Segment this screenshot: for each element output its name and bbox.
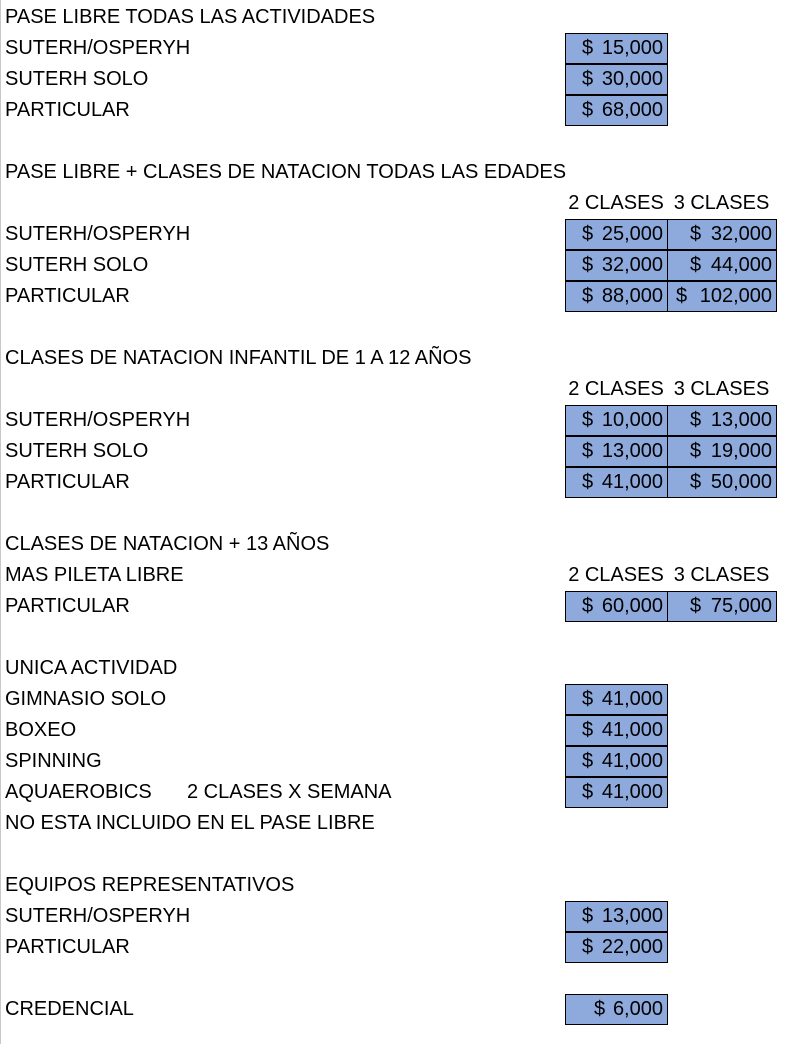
price-row	[0, 281, 792, 312]
price-row	[0, 33, 792, 64]
price-row	[0, 994, 792, 1025]
price-cell[interactable]	[565, 746, 668, 777]
row-label: CREDENCIAL	[5, 998, 134, 1020]
row-label: GIMNASIO SOLO	[5, 688, 167, 710]
currency-symbol: $	[582, 471, 594, 493]
price-amount: 30,000	[601, 68, 663, 90]
row-label: SUTERH SOLO	[5, 254, 149, 276]
price-amount: 41,000	[601, 719, 663, 741]
price-cell[interactable]	[667, 436, 777, 467]
currency-symbol: $	[582, 68, 594, 90]
row-label: PARTICULAR	[5, 595, 130, 617]
price-amount: 50,000	[710, 471, 772, 493]
price-row	[0, 715, 792, 746]
currency-symbol: $	[690, 471, 702, 493]
section-title: CLASES DE NATACION INFANTIL DE 1 A 12 AÑOS	[5, 347, 472, 369]
currency-symbol: $	[582, 688, 594, 710]
row-label: AQUAEROBICS	[5, 781, 152, 803]
column-header: 3 CLASES	[673, 378, 770, 400]
price-row	[0, 684, 792, 715]
price-cell[interactable]	[667, 591, 777, 622]
price-cell[interactable]	[565, 777, 668, 808]
currency-symbol: $	[582, 595, 594, 617]
row-label: SUTERH/OSPERYH	[5, 223, 191, 245]
column-header-row	[0, 188, 792, 219]
price-amount: 6,000	[612, 998, 663, 1020]
column-header: 3 CLASES	[673, 192, 770, 214]
price-row	[0, 777, 792, 808]
price-amount: 15,000	[601, 37, 663, 59]
price-row	[0, 219, 792, 250]
price-cell[interactable]	[565, 901, 668, 932]
row-label: BOXEO	[5, 719, 77, 741]
price-amount: 44,000	[710, 254, 772, 276]
section-title: CLASES DE NATACION + 13 AÑOS	[5, 533, 330, 555]
price-cell[interactable]	[565, 715, 668, 746]
price-amount: 32,000	[601, 254, 663, 276]
currency-symbol: $	[582, 223, 594, 245]
section-title: EQUIPOS REPRESENTATIVOS	[5, 874, 295, 896]
section-title: PASE LIBRE + CLASES DE NATACION TODAS LAS EDADES	[5, 161, 567, 183]
section-title-row	[0, 870, 792, 901]
row-label: SUTERH SOLO	[5, 440, 149, 462]
price-amount: 22,000	[601, 936, 663, 958]
column-header: 2 CLASES	[568, 564, 664, 586]
price-row	[0, 746, 792, 777]
footnote-row	[0, 808, 792, 839]
price-amount: 13,000	[710, 409, 772, 431]
section-title-row	[0, 343, 792, 374]
price-cell[interactable]	[667, 281, 777, 312]
currency-symbol: $	[582, 719, 594, 741]
section-title-row	[0, 157, 792, 188]
price-cell[interactable]	[667, 250, 777, 281]
column-header: 3 CLASES	[673, 564, 770, 586]
currency-symbol: $	[690, 595, 702, 617]
row-label: SUTERH/OSPERYH	[5, 409, 191, 431]
price-amount: 13,000	[601, 905, 663, 927]
currency-symbol: $	[582, 905, 594, 927]
price-row	[0, 436, 792, 467]
currency-symbol: $	[582, 285, 594, 307]
currency-symbol: $	[582, 409, 594, 431]
row-label: PARTICULAR	[5, 285, 130, 307]
row-label: SUTERH/OSPERYH	[5, 905, 191, 927]
currency-symbol: $	[690, 223, 702, 245]
price-amount: 32,000	[710, 223, 772, 245]
section-title-row	[0, 653, 792, 684]
price-row	[0, 64, 792, 95]
price-cell[interactable]	[565, 591, 668, 622]
section-subtitle: MAS PILETA LIBRE	[5, 564, 184, 586]
price-cell[interactable]	[565, 64, 668, 95]
price-amount: 41,000	[601, 471, 663, 493]
row-label: PARTICULAR	[5, 936, 130, 958]
column-header: 2 CLASES	[568, 192, 664, 214]
price-amount: 10,000	[601, 409, 663, 431]
price-amount: 41,000	[601, 750, 663, 772]
currency-symbol: $	[582, 440, 594, 462]
price-cell[interactable]	[565, 405, 668, 436]
currency-symbol: $	[582, 781, 594, 803]
column-header: 2 CLASES	[568, 378, 664, 400]
section-footnote: NO ESTA INCLUIDO EN EL PASE LIBRE	[5, 812, 375, 834]
price-row	[0, 250, 792, 281]
price-amount: 41,000	[601, 688, 663, 710]
price-amount: 41,000	[601, 781, 663, 803]
row-label: PARTICULAR	[5, 99, 130, 121]
price-amount: 88,000	[601, 285, 663, 307]
section-title-row	[0, 2, 792, 33]
price-cell[interactable]	[667, 219, 777, 250]
price-row	[0, 467, 792, 498]
currency-symbol: $	[594, 998, 606, 1020]
price-amount: 68,000	[601, 99, 663, 121]
price-row	[0, 901, 792, 932]
row-note: 2 CLASES X SEMANA	[187, 781, 392, 803]
price-cell[interactable]	[565, 994, 668, 1025]
currency-symbol: $	[582, 936, 594, 958]
price-amount: 25,000	[601, 223, 663, 245]
price-amount: 75,000	[710, 595, 772, 617]
row-label: PARTICULAR	[5, 471, 130, 493]
section-title: UNICA ACTIVIDAD	[5, 657, 178, 679]
currency-symbol: $	[582, 99, 594, 121]
section-title: PASE LIBRE TODAS LAS ACTIVIDADES	[5, 6, 376, 28]
price-cell[interactable]	[565, 932, 668, 963]
currency-symbol: $	[690, 440, 702, 462]
price-cell[interactable]	[565, 436, 668, 467]
price-amount: 102,000	[699, 285, 772, 307]
price-cell[interactable]	[667, 467, 777, 498]
section-title-row	[0, 529, 792, 560]
price-row	[0, 405, 792, 436]
currency-symbol: $	[582, 750, 594, 772]
currency-symbol: $	[690, 254, 702, 276]
price-cell[interactable]	[667, 405, 777, 436]
price-row	[0, 932, 792, 963]
price-amount: 60,000	[601, 595, 663, 617]
column-header-row	[0, 374, 792, 405]
price-cell[interactable]	[565, 467, 668, 498]
price-amount: 13,000	[601, 440, 663, 462]
currency-symbol: $	[676, 285, 688, 307]
currency-symbol: $	[582, 37, 594, 59]
row-label: SPINNING	[5, 750, 102, 772]
price-cell[interactable]	[565, 33, 668, 64]
price-cell[interactable]	[565, 250, 668, 281]
price-cell[interactable]	[565, 281, 668, 312]
row-label: SUTERH SOLO	[5, 68, 149, 90]
price-row	[0, 591, 792, 622]
section-subtitle-row	[0, 560, 792, 591]
price-amount: 19,000	[710, 440, 772, 462]
row-label: SUTERH/OSPERYH	[5, 37, 191, 59]
currency-symbol: $	[690, 409, 702, 431]
currency-symbol: $	[582, 254, 594, 276]
price-cell[interactable]	[565, 684, 668, 715]
price-row	[0, 95, 792, 126]
price-cell[interactable]	[565, 95, 668, 126]
price-cell[interactable]	[565, 219, 668, 250]
